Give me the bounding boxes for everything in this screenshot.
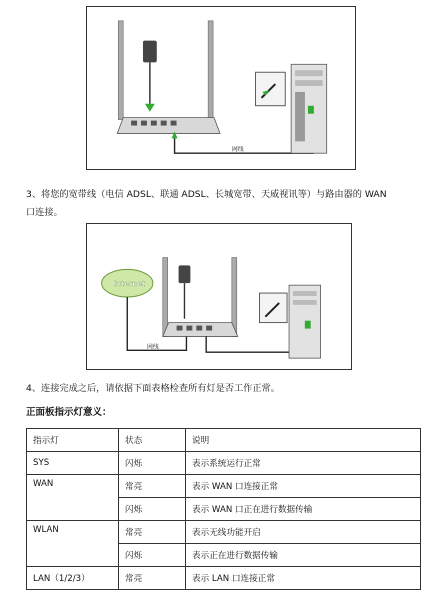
cable-label: 网线 — [231, 147, 244, 154]
description-cell: 表示无线功能开启 — [186, 521, 421, 544]
arrow-down-icon — [145, 104, 155, 112]
table-row — [27, 452, 421, 475]
indicator-cell: LAN（1/2/3） — [27, 567, 119, 590]
router-icon — [117, 118, 220, 134]
table-row — [27, 475, 421, 498]
status-cell: 常亮 — [119, 475, 186, 498]
status-cell: 常亮 — [119, 567, 186, 590]
table-row — [27, 567, 421, 590]
description-cell: 表示正在进行数据传输 — [186, 544, 421, 567]
figure-internet-router-pc — [86, 223, 352, 370]
status-cell: 闪烁 — [119, 452, 186, 475]
section-title: 正面板指示灯意义： — [26, 407, 112, 418]
header-status: 状态 — [119, 429, 186, 452]
router-pc-diagram — [87, 7, 355, 169]
right-antenna-icon — [208, 21, 213, 120]
left-antenna-icon — [163, 258, 168, 337]
status-cell: 常亮 — [119, 521, 186, 544]
indicator-cell: SYS — [27, 452, 119, 475]
status-cell: 闪烁 — [119, 498, 186, 521]
wan-cable-label: 网线 — [146, 344, 159, 351]
step3-line1: 3、将您的宽带线（电信 ADSL、联通 ADSL、长城宽带、天威视讯等）与路由器的 WAN — [26, 189, 387, 200]
left-antenna-icon — [118, 21, 123, 120]
indicator-cell: WAN — [27, 475, 119, 521]
step3-line2: 口连接。 — [26, 207, 63, 218]
status-cell: 闪烁 — [119, 544, 186, 567]
power-adapter-icon — [143, 41, 157, 63]
header-indicator: 指示灯 — [27, 429, 119, 452]
internet-router-pc-diagram — [87, 224, 351, 369]
step4-text: 4、连接完成之后，请依据下面表格检查所有灯是否工作正常。 — [26, 383, 280, 394]
header-description: 说明 — [186, 429, 421, 452]
led-status-table — [26, 428, 421, 590]
indicator-cell: WLAN — [27, 521, 119, 567]
description-cell: 表示 LAN 口连接正常 — [186, 567, 421, 590]
table-row — [27, 521, 421, 544]
description-cell: 表示 WAN 口连接正常 — [186, 475, 421, 498]
table-header-row — [27, 429, 421, 452]
description-cell: 表示系统运行正常 — [186, 452, 421, 475]
pc-tower-icon — [289, 285, 321, 358]
figure-router-pc-connection — [86, 6, 356, 170]
cloud-label: Internet — [113, 280, 146, 289]
power-adapter-icon — [179, 265, 191, 283]
description-cell: 表示 WAN 口正在进行数据传输 — [186, 498, 421, 521]
